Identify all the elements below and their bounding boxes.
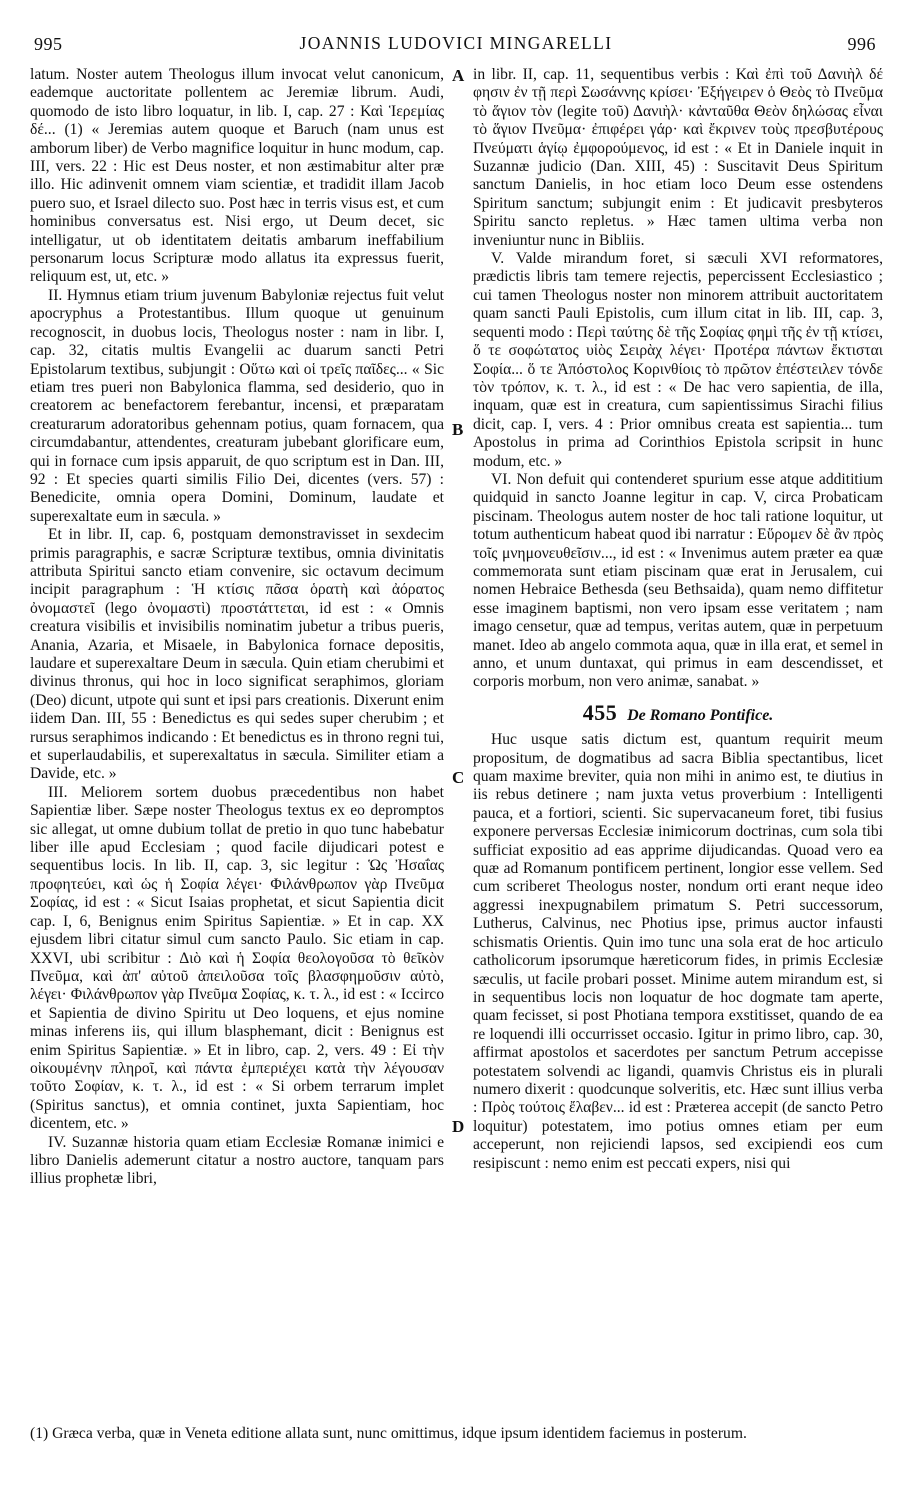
paragraph: latum. Noster autem Theologus illum invocat velut canonicum, eademque auctoritate pollentem ac Jeremiæ librum. Audi, quomodo de isto libro loquatur, in lib. I, cap. 27 : Καὶ Ἱερεμίας δέ... (1) « Jeremias autem quoque et Baruch (nam unus est amborum liber) de Verbo magnifice loquitur in hunc modum, cap. III, vers. 22 : Hic est Deus noster, et non æstimabitur alter præ illo. Hic adinvenit omnem viam scientiæ, et tradidit illam Jacob puero suo, et Israel dilecto suo. Post hæc in terris visus est, et cum hominibus conversatus est. Nisi ergo, ut Deum decet, sic intelligatur, ut ob identitatem deitatis ambarum ineffabilium personarum locus Scripturæ modo allatus ita expressus fuerit, reliquum est, ut, etc. » <box>30 66 444 286</box>
section-heading <box>473 699 883 725</box>
footnote: (1) Græca verba, quæ in Veneta editione allata sunt, nunc omittimus, idque ipsum identidem faciemus in posterum. <box>30 1425 747 1442</box>
paragraph: VI. Non defuit qui contenderet spurium esse atque addititium quidquid in sancto Joanne legitur in cap. V, circa Probaticam piscinam. Theologus autem noster de hoc tali ratione loquitur, ut totum authenticum habeat quod ibi narratur : Εὕρομεν δὲ ἂν πρὸς τοῖς μνημονευθεῖσιν..., id est : « Invenimus autem præter ea quæ commemorata sunt etiam piscinam quæ erat in Jerusalem, cui nomen Hebraice Bethesda (seu Bethsaida), quam nemo diffitetur esse imaginem baptismi, non vero ipsam esse veritatem ; nam imago censetur, quæ ad tempus, veritas autem, quæ in perpetuum manet. Ideo ab angelo commota aqua, quæ in illa erat, et semel in anno, et unum duntaxat, qui primus in eam descendisset, et corporis morbum, non vero animæ, sanabat. » <box>473 470 883 691</box>
margin-marker-d: D <box>452 1117 465 1136</box>
margin-marker-a: A <box>452 66 465 85</box>
right-column <box>473 66 883 1173</box>
section-title: De Romano Pontifice. <box>627 706 774 724</box>
running-header <box>0 0 912 60</box>
paragraph: Et in libr. II, cap. 6, postquam demonstravisset in sexdecim primis paragraphis, e sacræ Scripturæ textibus, omnia divinitatis attributa Spiritui sancto etiam convenire, sic octavum decimum incipit paragraphum : Ἡ κτίσις πᾶσα ὁρατὴ καὶ ἀόρατος ὀνομαστεῖ (lego ὀνομαστὶ) προστάττεται, id est : « Omnis creatura visibilis et invisibilis nominatim jubetur a tribus pueris, Anania, Azaria, et Misaele, in Babylonica fornace depositis, laudare et superexaltare Deum in sæcula. Quin etiam cherubimi et divinus thronus, qui hoc in loco significat seraphimos, gloriam (Deo) dicunt, utpote qui sunt et ipsi pars creationis. Dixerunt enim iidem Dan. III, 55 : Benedictus es qui sedes super cherubim ; et rursus seraphimos indicando : Et benedictus es in throno regni tui, et superlaudabilis, et superexaltatus in sæcula. Similiter etiam a Davide, etc. » <box>30 526 445 783</box>
running-title: JOANNIS LUDOVICI MINGARELLI <box>299 33 613 53</box>
paragraph: Huc usque satis dictum est, quantum requirit meum propositum, de dogmatibus ad sacra Biblia spectantibus, licet quam maxime breviter, quia non mihi in animo est, te diutius in iis rebus detinere ; nam juxta vetus proverbium : Intelligenti pauca, et a fortiori, scienti. Sic supervacaneum foret, tibi fusius exponere perversas Ecclesiæ inimicorum doctrinas, cum sola tibi sufficiat expositio ad eas apprime dijudicandas. Quoad vero ea quæ ad Romanum pontificem pertinent, longior esse vellem. Sed cum scriberet Theologus noster, nondum orti erant neque ideo aggressi inexpugnabilem primatum S. Petri successorum, Lutherus, Calvinus, nec Photius ipse, primus auctor infausti schismatis Orientis. Quin imo tunc una sola erat de hoc articulo catholicorum ipsorumque hæreticorum fides, in primis Ecclesiæ sæculis, ut facile probari posset. Minime autem mirandum est, si in sequentibus locis non loquatur de hoc dogmate tam aperte, quam fecisset, si post Photiana tempora exstitisset, quando de ea re loquendi illi occurrisset occasio. Igitur in primo libro, cap. 30, affirmat apostolos et sacerdotes per sanctum Petrum accepisse potestatem solvendi ac ligandi, quamvis Christus eis in plurali numero dixerit : quodcunque solveritis, etc. Hæc sunt illius verba : Πρὸς τούτοις ἔλαβεν... id est : Præterea accepit (de sancto Petro loquitur) potestatem, imo potius omnes etiam per eum acceperunt, non rejiciendi lapsos, sed excipiendi eos cum resipiscunt : nemo enim est peccati expers, nisi qui <box>473 731 883 1172</box>
margin-marker-c: C <box>452 768 465 787</box>
margin-marker-b: B <box>452 420 464 439</box>
paragraph: II. Hymnus etiam trium juvenum Babyloniæ rejectus fuit velut apocryphus a Protestantibus. Illum quoque ut genuinum recognoscit, in duobus locis, Theologus noster : nam in libr. I, cap. 32, citatis multis Evangelii ac duarum sancti Petri Epistolarum textibus, subjungit : Οὕτω καὶ οἱ τρεῖς παῖδες... « Sic etiam tres pueri non Babylonica flamma, sed desiderio, quo in creatorem ac benefactorem ferebantur, incensi, et præparatam creaturarum adoratoribus gehennam potius, quam fornacem, qua circumdabantur, attendentes, creaturam jubebant glorificare eum, qui in fornace cum ipsis apparuit, de quo scriptum est in Dan. III, 92 : Et species quarti similis Filio Dei, dicentes (vers. 57) : Benedicite, omnia opera Domini, Dominum, laudate et superexaltate eum in sæcula. » <box>30 286 444 525</box>
right-page-number: 996 <box>847 34 876 54</box>
paragraph: V. Valde mirandum foret, si sæculi XVI reformatores, prædictis libris tam temere rejectis, pepercissent Ecclesiastico ; cui tamen Theologus noster non minorem attribuit auctoritatem quam sancti Pauli Epistolis, cum illum citat in lib. III, cap. 3, sequenti modo : Περὶ ταύτης δὲ τῆς Σοφίας φημὶ τῆς ἐν τῇ κτίσει, ὅ τε σοφώτατος υἱὸς Σειρὰχ λέγει· Προτέρα πάντων ἔκτισται Σοφία... ὅ τε Ἀπόστολος Κορινθίοις τὸ πρῶτον ἐπέστειλεν τόνδε τὸν τρόπον, κ. τ. λ., id est : « De hac vero sapientia, de illa, inquam, quæ est in creatura, cum sapientissimus Sirachi filius dicit, cap. I, vers. 4 : Prior omnibus creata est sapientia... tum Apostolus in prima ad Corinthios Epistola scripsit in hunc modum, etc. » <box>473 250 883 470</box>
paragraph: in libr. II, cap. 11, sequentibus verbis : Καὶ ἐπὶ τοῦ Δανιὴλ δέ φησιν ἐν τῇ περὶ Σωσάννης κρίσει· Ἐξήγειρεν ὁ Θεὸς τὸ Πνεῦμα τὸ ἅγιον τὸν (legite τοῦ) Δανιὴλ· κἀνταῦθα Θεὸν δηλώσας εἶναι τὸ ἅγιον Πνεῦμα· ἐπιφέρει γάρ· καὶ ἔκρινεν τοὺς πρεσβυτέρους Πνεύματι ἁγίῳ ἐμφορούμενος, id est : « Et in Daniele inquit in Suzannæ judicio (Dan. XIII, 45) : Suscitavit Deus Spiritum sanctum Danielis, in hoc etiam loco Deum esse ostendens Spiritum sanctum; subjungit enim : Et judicavit presbyteros Spiritu sancto repletus. » Hæc tamen ultima verba non inveniuntur nunc in Bibliis. <box>473 66 883 249</box>
left-page-number: 995 <box>34 34 63 54</box>
section-number: 455 <box>582 699 618 725</box>
paragraph: IV. Suzannæ historia quam etiam Ecclesiæ Romanæ inimici e libro Danielis ademerunt citatur a nostro auctore, tanquam pars illius prophetæ libri, <box>30 1133 444 1188</box>
left-column <box>30 66 444 1189</box>
paragraph: III. Meliorem sortem duobus præcedentibus non habet Sapientiæ liber. Sæpe noster Theologus textus ex eo depromptos sic allegat, ut omne dubium tollat de pretio in quo tunc habebatur liber ille apud Ecclesiam ; quod facile dijudicari potest e sequentibus locis. In lib. II, cap. 3, sic legitur : Ὡς Ἠσαΐας προφητεύει, καὶ ὡς ἡ Σοφία λέγει· Φιλάνθρωπον γὰρ Πνεῦμα Σοφίας, id est : « Sicut Isaias prophetat, et sicut Sapientia dicit cap. I, 6, Benignus enim Spiritus Sapientiæ. » Et in cap. XX ejusdem libri citatur simul cum sancto Paulo. Sic etiam in cap. XXVI, ubi scribitur : Διὸ καὶ ἡ Σοφία θεολογοῦσα τὸ θεῖκὸν Πνεῦμα, καὶ ἀπ' αὐτοῦ ἀπειλοῦσα τοῖς βλασφημοῦσιν αὐτὸ, λέγει· Φιλάνθρωπον γὰρ Πνεῦμα Σοφίας, κ. τ. λ., id est : « Iccirco et Sapientia de divino Spiritu ut Deo loquens, et ejus nomine minas inferens iis, qui illum blasphemant, dicit : Benignus est enim Spiritus Sapientiæ. » Et in libro, cap. 2, vers. 49 : Εἰ τὴν οἰκουμένην πληροῖ, καὶ πάντα ἐμπεριέχει κατὰ τὴν λέγουσαν τοῦτο Σοφίαν, κ. τ. λ., id est : « Si orbem terrarum implet (Spiritus sanctus), et omnia continet, juxta Sapientiam, hoc dicentem, etc. » <box>30 783 444 1133</box>
